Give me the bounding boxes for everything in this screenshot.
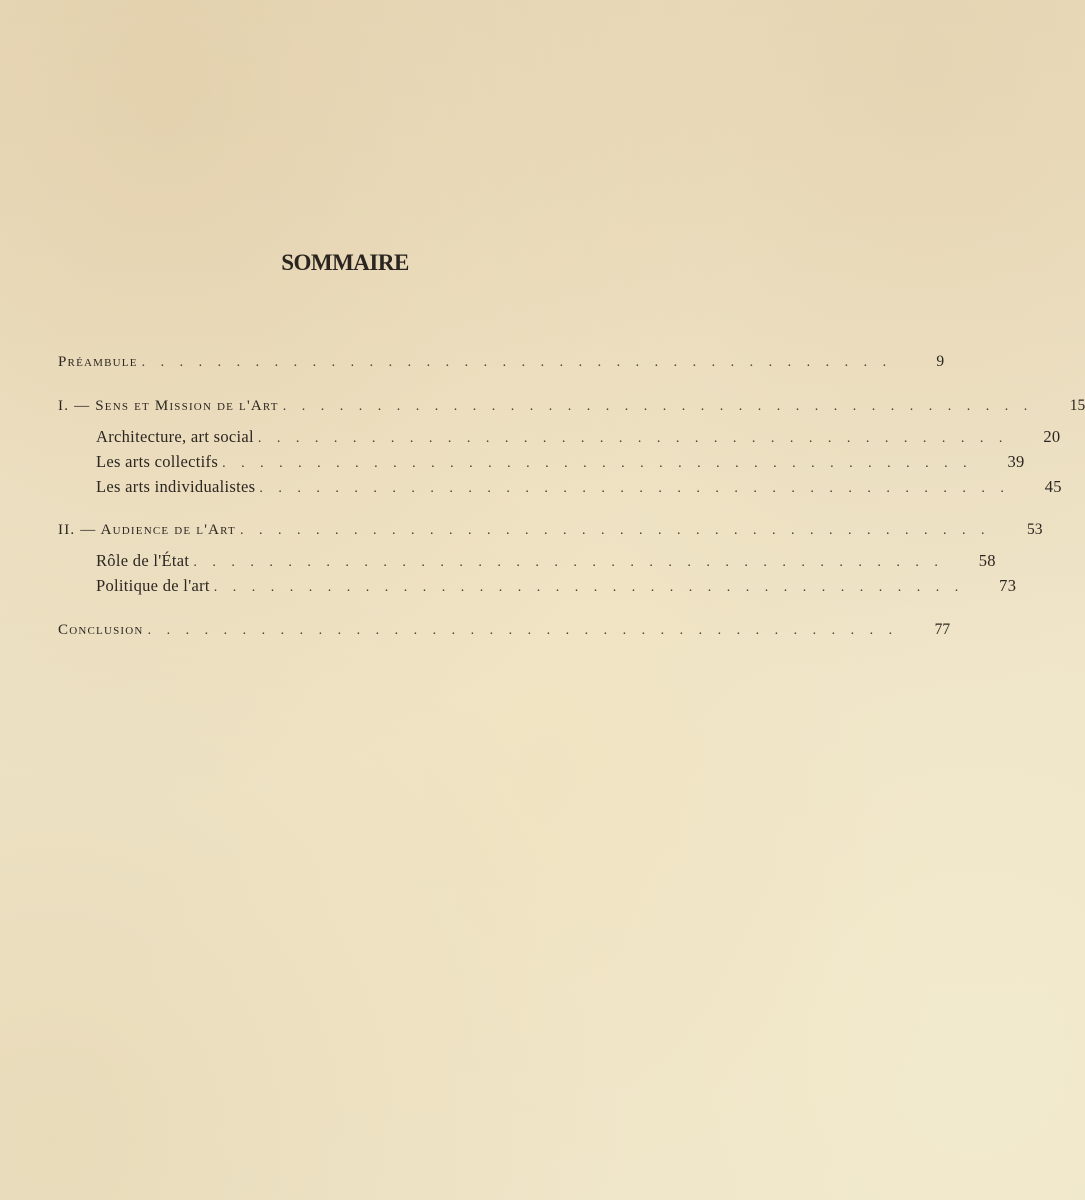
toc-entry-label: Rôle de l'État bbox=[96, 551, 190, 570]
dot-leader: . . . . . . . . . . . . . . . . . . . . . . . . . . . . . . . . . . . . . . . . bbox=[259, 481, 1010, 496]
toc-entry-conclusion bbox=[58, 619, 951, 641]
dot-leader: . . . . . . . . . . . . . . . . . . . . . . . . . . . . . . . . . . . . . . . . bbox=[257, 431, 1009, 446]
toc-entry-architecture bbox=[96, 426, 1061, 448]
toc-entry-part-2 bbox=[58, 519, 1043, 541]
toc-entry-label: Les arts collectifs bbox=[96, 452, 219, 471]
toc-page-number: 45 bbox=[1044, 477, 1062, 496]
toc-entry-arts-collectifs bbox=[96, 451, 1025, 473]
toc-page-number: 77 bbox=[934, 621, 951, 638]
toc-entry-arts-individualistes bbox=[96, 476, 1062, 498]
toc-page-number: 39 bbox=[1007, 452, 1025, 471]
dot-leader: . . . . . . . . . . . . . . . . . . . . . . . . . . . . . . . . . . . . . . . . bbox=[222, 456, 973, 471]
toc-entry-preambule bbox=[58, 351, 945, 373]
dot-leader: . . . . . . . . . . . . . . . . . . . . . . . . . . . . . . . . . . . . . . . . bbox=[141, 355, 893, 370]
toc-page-number: 20 bbox=[1043, 427, 1061, 446]
toc-entry-label: Politique de l'art bbox=[96, 576, 210, 595]
toc-entry-part-1 bbox=[58, 395, 1085, 417]
toc-entry-label: Conclusion bbox=[58, 622, 144, 638]
toc-entry-label: Architecture, art social bbox=[96, 427, 254, 446]
dot-leader: . . . . . . . . . . . . . . . . . . . . . . . . . . . . . . . . . . . . . . . . bbox=[147, 623, 899, 638]
dot-leader: . . . . . . . . . . . . . . . . . . . . . . . . . . . . . . . . . . . . . . . . bbox=[239, 523, 991, 538]
toc-page-number: 53 bbox=[1026, 521, 1043, 538]
toc-entry-label: Les arts individualistes bbox=[96, 477, 256, 496]
toc-entry-label: II. — Audience de l'Art bbox=[58, 522, 236, 538]
dot-leader: . . . . . . . . . . . . . . . . . . . . . . . . . . . . . . . . . . . . . . . . bbox=[282, 399, 1034, 414]
toc-page-number: 9 bbox=[936, 353, 945, 370]
toc-entry-role-etat bbox=[96, 550, 996, 572]
toc-page-number: 15 bbox=[1069, 397, 1085, 414]
page-title: SOMMAIRE bbox=[281, 250, 409, 275]
toc-entry-label: I. — Sens et Mission de l'Art bbox=[58, 398, 279, 414]
toc-page-number: 73 bbox=[999, 576, 1017, 595]
toc-page-number: 58 bbox=[978, 551, 996, 570]
dot-leader: . . . . . . . . . . . . . . . . . . . . . . . . . . . . . . . . . . . . . . . . bbox=[213, 580, 965, 595]
toc-entry-label: Préambule bbox=[58, 354, 138, 370]
dot-leader: . . . . . . . . . . . . . . . . . . . . . . . . . . . . . . . . . . . . . . . . bbox=[193, 555, 944, 570]
toc-entry-politique bbox=[96, 575, 1017, 597]
